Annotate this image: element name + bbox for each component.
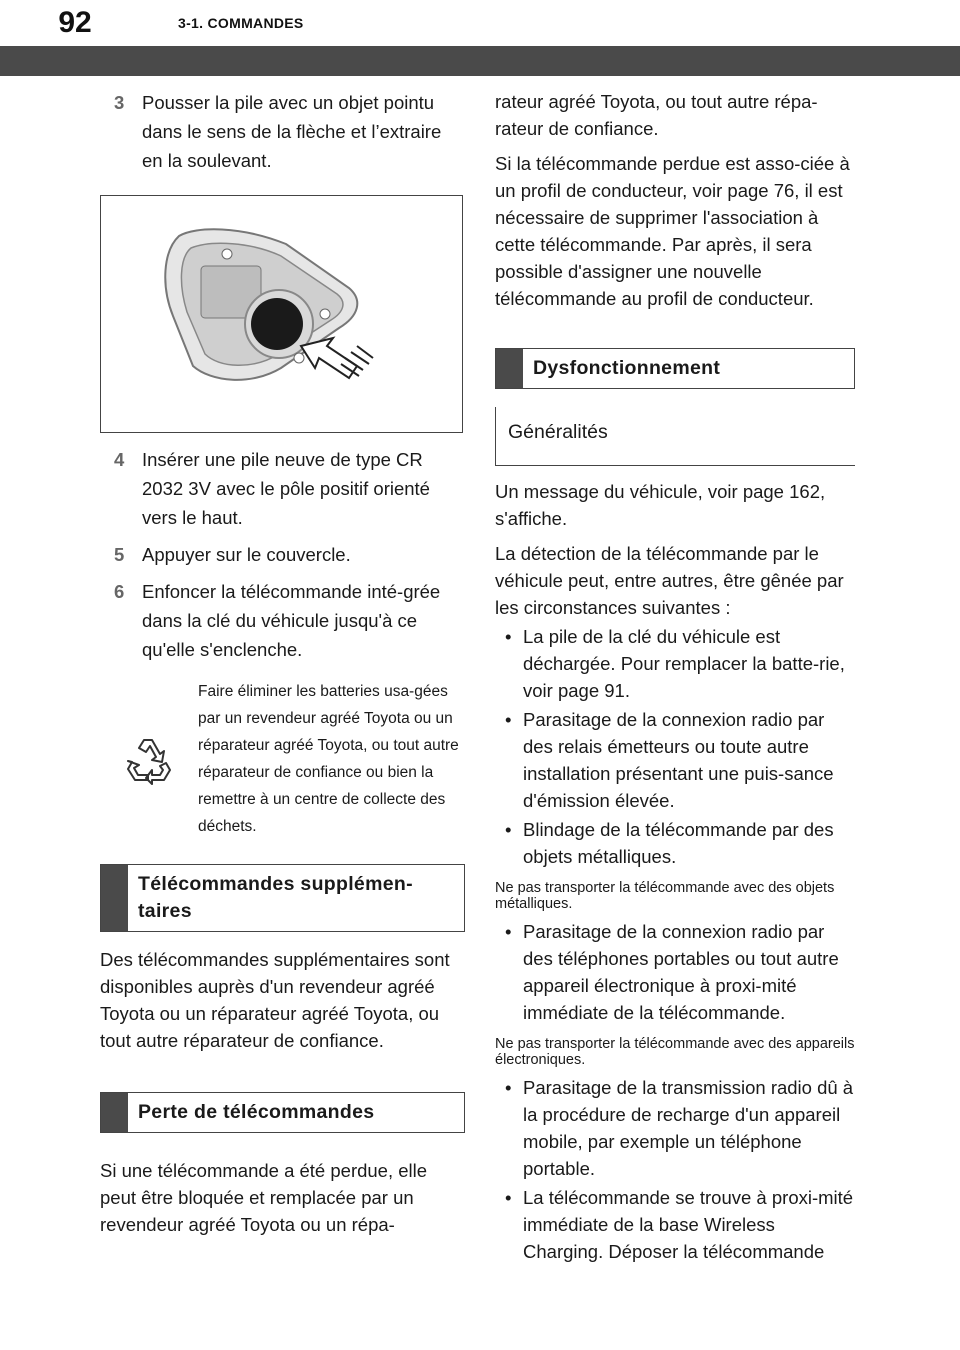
section-title: Perte de télécommandes [138, 1101, 375, 1123]
bullet-text: La pile de la clé du véhicule est déchargée. Pour remplacer la batte-rie, voir page 91. [523, 626, 845, 701]
step-text: Insérer une pile neuve de type CR 2032 3V avec le pôle positif orienté vers le haut. [142, 449, 430, 528]
small-note: Ne pas transporter la télécommande avec des objets métalliques. [495, 880, 835, 912]
bullet-symbol: • [505, 626, 512, 647]
step-text: Appuyer sur le couvercle. [142, 544, 351, 565]
bullet-symbol: • [505, 709, 512, 730]
bullet-symbol: • [505, 1187, 512, 1208]
header-rule [0, 46, 960, 76]
note-text: Faire éliminer les batteries usa-gées par un revendeur agréé Toyota ou un réparateur agréé Toyota, ou tout autre réparateur de confiance ou bien la remettre à un centre de collecte des déchets. [198, 683, 459, 835]
section-bar [496, 349, 523, 388]
section-header-malfunction [495, 348, 855, 389]
page-number: 92 [58, 6, 92, 39]
step-6 [100, 577, 465, 664]
step-text: Pousser la pile avec un objet pointu dans le sens de la flèche et l’extraire en la soulevant. [142, 92, 442, 171]
list-item [495, 706, 855, 814]
bullet-symbol: • [505, 1077, 512, 1098]
right-column [495, 88, 855, 1267]
step-3 [100, 88, 465, 175]
subsection-header-general [495, 407, 855, 466]
step-number: 4 [114, 449, 125, 470]
paragraph: rateur agréé Toyota, ou tout autre répa-rateur de confiance. [495, 91, 818, 139]
section-bar [101, 865, 128, 931]
bullet-text: La télécommande se trouve à proxi-mité immédiate de la base Wireless Charging. Déposer la télécommande [523, 1187, 854, 1262]
section-bar [101, 1093, 128, 1132]
step-5 [100, 540, 465, 569]
recycling-note [100, 678, 465, 840]
section-title: Télécommandes supplémen-taires [138, 873, 413, 922]
section-title: Dysfonctionnement [533, 357, 721, 379]
bullet-text: Parasitage de la connexion radio par des téléphones portables ou tout autre appareil électronique à proxi-mité immédiate de la télécommande. [523, 921, 839, 1023]
section-header-lost-remotes [100, 1092, 465, 1133]
paragraph: Si la télécommande perdue est asso-ciée à un profil de conducteur, voir page 76, il est nécessaire de supprimer l'association à cette télécommande. Par après, il sera possible d'assigner une nouvelle télécommande au profil de conducteur. [495, 153, 850, 309]
step-number: 6 [114, 581, 125, 602]
list-item [495, 623, 855, 704]
bullet-text: Parasitage de la transmission radio dû à la procédure de recharge d'un appareil mobile, par exemple un téléphone portable. [523, 1077, 854, 1179]
step-text: Enfoncer la télécommande inté-grée dans la clé du véhicule jusqu'à ce qu'elle s'enclenche. [142, 581, 441, 660]
list-item [495, 918, 855, 1026]
bullet-text: Parasitage de la connexion radio par des relais émetteurs ou toute autre installation présentant une puis-sance d'émission élevée. [523, 709, 834, 811]
list-item [495, 1074, 855, 1182]
paragraph: Un message du véhicule, voir page 162, s'affiche. [495, 481, 826, 529]
section-header-extra-remotes [100, 864, 465, 932]
small-note: Ne pas transporter la télécommande avec des appareils électroniques. [495, 1036, 855, 1068]
paragraph: Des télécommandes supplémentaires sont disponibles auprès d'un revendeur agréé Toyota ou un réparateur agréé Toyota, ou tout autre réparateur de confiance. [100, 949, 450, 1051]
bullet-list [495, 623, 855, 870]
bullet-symbol: • [505, 921, 512, 942]
recycle-icon [100, 678, 198, 840]
key-battery-figure [100, 195, 463, 433]
paragraph: La détection de la télécommande par le véhicule peut, entre autres, être gênée par les circonstances suivantes : [495, 543, 844, 618]
page-header [0, 0, 960, 78]
step-number: 3 [114, 92, 125, 113]
subsection-title: Généralités [508, 421, 608, 443]
list-item [495, 816, 855, 870]
chapter-title: 3-1. COMMANDES [178, 15, 304, 31]
bullet-symbol: • [505, 819, 512, 840]
step-4 [100, 445, 465, 532]
list-item [495, 1184, 855, 1265]
step-number: 5 [114, 544, 125, 565]
left-column [100, 88, 465, 1246]
bullet-text: Blindage de la télécommande par des objets métalliques. [523, 819, 834, 867]
key-fob-illustration [101, 196, 462, 432]
paragraph: Si une télécommande a été perdue, elle peut être bloquée et remplacée par un revendeur agréé Toyota ou un répa- [100, 1160, 428, 1235]
